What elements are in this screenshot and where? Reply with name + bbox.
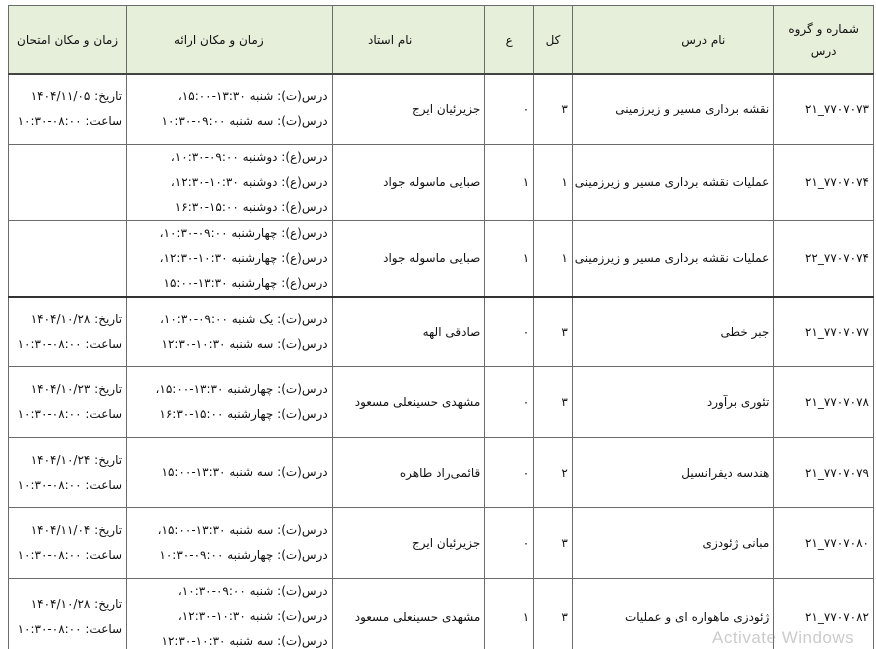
course-practical: ۱ — [485, 579, 534, 649]
exam-date: تاریخ: ۱۴۰۴/۱۱/۰۵ — [30, 89, 123, 104]
course-exam — [9, 367, 127, 438]
course-schedule — [127, 74, 333, 144]
schedule-line: درس(ت): شنبه ۱۰:۳۰-۱۲:۳۰، — [177, 609, 328, 623]
schedule-line: درس(ت): سه شنبه ۱۳:۳۰-۱۵:۰۰ — [161, 465, 328, 479]
course-title: عملیات نقشه برداری مسیر و زیرزمینی — [572, 144, 773, 220]
exam-time: ساعت: ۰۸:۰۰-۱۰:۳۰ — [17, 548, 123, 562]
schedule-line: درس(ع): چهارشنبه ۰۹:۰۰-۱۰:۳۰، — [159, 225, 328, 240]
course-practical: ۰ — [485, 74, 534, 144]
schedule-line: درس(ت): شنبه ۰۹:۰۰-۱۰:۳۰، — [177, 584, 328, 598]
course-practical: ۰ — [485, 297, 534, 367]
course-table — [8, 5, 874, 649]
course-code: ۲۱_۷۷۰۷۰۸۲ — [774, 579, 874, 649]
course-code: ۲۱_۷۷۰۷۰۸۰ — [774, 508, 874, 579]
schedule-line: درس(ع): دوشنبه ۱۰:۳۰-۱۲:۳۰، — [170, 174, 328, 189]
table-row — [9, 220, 874, 297]
course-instructor: جزیرئیان ایرج — [332, 508, 485, 579]
course-total: ۳ — [534, 367, 573, 438]
header-schedule: زمان و مکان ارائه — [127, 6, 333, 75]
schedule-line: درس(ت): سه شنبه ۰۹:۰۰-۱۰:۳۰ — [161, 114, 328, 129]
table-row — [9, 297, 874, 367]
course-schedule — [127, 144, 333, 220]
schedule-line: درس(ت): سه شنبه ۱۳:۳۰-۱۵:۰۰، — [157, 523, 328, 537]
exam-date: تاریخ: ۱۴۰۴/۱۰/۲۸ — [30, 596, 123, 611]
schedule-line: درس(ت): سه شنبه ۱۰:۳۰-۱۲:۳۰ — [161, 634, 328, 648]
exam-time: ساعت: ۰۸:۰۰-۱۰:۳۰ — [17, 407, 123, 421]
course-practical: ۰ — [485, 438, 534, 508]
course-instructor: مشهدی حسینعلی مسعود — [332, 367, 485, 438]
course-instructor: صبایی ماسوله جواد — [332, 220, 485, 297]
table-row — [9, 367, 874, 438]
course-title: ژئودزی ماهواره ای و عملیات — [572, 579, 773, 649]
course-code: ۲۱_۷۷۰۷۰۷۳ — [774, 74, 874, 144]
course-total: ۳ — [534, 74, 573, 144]
course-instructor: جزیرئیان ایرج — [332, 74, 485, 144]
table-header-row — [9, 6, 874, 75]
course-exam — [9, 74, 127, 144]
course-exam — [9, 297, 127, 367]
course-exam — [9, 579, 127, 649]
course-practical: ۱ — [485, 144, 534, 220]
course-instructor: صبایی ماسوله جواد — [332, 144, 485, 220]
course-schedule — [127, 297, 333, 367]
course-total: ۳ — [534, 297, 573, 367]
exam-date: تاریخ: ۱۴۰۴/۱۱/۰۴ — [30, 523, 123, 537]
table-row — [9, 438, 874, 508]
course-practical: ۰ — [485, 508, 534, 579]
activate-windows-watermark: Activate Windows — [712, 628, 855, 647]
course-title: نقشه برداری مسیر و زیرزمینی — [572, 74, 773, 144]
exam-date: تاریخ: ۱۴۰۴/۱۰/۲۸ — [30, 311, 123, 326]
exam-date: تاریخ: ۱۴۰۴/۱۰/۲۳ — [30, 382, 123, 396]
course-code: ۲۲_۷۷۰۷۰۷۴ — [774, 220, 874, 297]
course-exam — [9, 220, 127, 297]
course-exam — [9, 508, 127, 579]
course-practical: ۰ — [485, 367, 534, 438]
course-total: ۱ — [534, 144, 573, 220]
table-row — [9, 508, 874, 579]
exam-time: ساعت: ۰۸:۰۰-۱۰:۳۰ — [17, 477, 123, 492]
course-total: ۲ — [534, 438, 573, 508]
course-instructor: صادقی الهه — [332, 297, 485, 367]
course-exam — [9, 438, 127, 508]
schedule-line: درس(ت): چهارشنبه ۰۹:۰۰-۱۰:۳۰ — [159, 548, 328, 562]
schedule-line: درس(ت): چهارشنبه ۱۳:۳۰-۱۵:۰۰، — [155, 382, 328, 396]
course-total: ۳ — [534, 508, 573, 579]
course-instructor: قائمی‌راد طاهره — [332, 438, 485, 508]
course-schedule — [127, 579, 333, 649]
course-code: ۲۱_۷۷۰۷۰۷۴ — [774, 144, 874, 220]
table-row — [9, 144, 874, 220]
course-schedule — [127, 367, 333, 438]
course-title: تئوری برآورد — [572, 367, 773, 438]
exam-time: ساعت: ۰۸:۰۰-۱۰:۳۰ — [17, 336, 123, 351]
course-schedule — [127, 220, 333, 297]
schedule-line: درس(ت): شنبه ۱۳:۳۰-۱۵:۰۰، — [177, 89, 328, 104]
exam-time: ساعت: ۰۸:۰۰-۱۰:۳۰ — [17, 114, 123, 129]
header-title: نام درس — [572, 6, 773, 75]
schedule-line: درس(ت): یک شنبه ۰۹:۰۰-۱۰:۳۰، — [160, 311, 328, 326]
header-group: شماره و گروه درس — [774, 6, 874, 75]
course-title: عملیات نقشه برداری مسیر و زیرزمینی — [572, 220, 773, 297]
schedule-line: درس(ت): چهارشنبه ۱۵:۰۰-۱۶:۳۰ — [159, 407, 328, 421]
course-code: ۲۱_۷۷۰۷۰۷۷ — [774, 297, 874, 367]
course-title: هندسه دیفرانسیل — [572, 438, 773, 508]
header-practical: ع — [485, 6, 534, 75]
course-code: ۲۱_۷۷۰۷۰۷۸ — [774, 367, 874, 438]
header-instructor: نام استاد — [332, 6, 485, 75]
schedule-line: درس(ع): دوشنبه ۱۵:۰۰-۱۶:۳۰ — [174, 199, 328, 214]
exam-time: ساعت: ۰۸:۰۰-۱۰:۳۰ — [17, 621, 123, 636]
schedule-line: درس(ت): سه شنبه ۱۰:۳۰-۱۲:۳۰ — [161, 336, 328, 351]
schedule-line: درس(ع): چهارشنبه ۱۳:۳۰-۱۵:۰۰ — [163, 275, 328, 290]
exam-date: تاریخ: ۱۴۰۴/۱۰/۲۴ — [30, 452, 123, 467]
course-exam — [9, 144, 127, 220]
course-practical: ۱ — [485, 220, 534, 297]
course-title: جبر خطی — [572, 297, 773, 367]
course-instructor: مشهدی حسینعلی مسعود — [332, 579, 485, 649]
schedule-line: درس(ع): چهارشنبه ۱۰:۳۰-۱۲:۳۰، — [159, 250, 328, 265]
course-code: ۲۱_۷۷۰۷۰۷۹ — [774, 438, 874, 508]
course-total: ۳ — [534, 579, 573, 649]
course-title: مبانی ژئودزی — [572, 508, 773, 579]
course-schedule — [127, 508, 333, 579]
course-schedule — [127, 438, 333, 508]
course-total: ۱ — [534, 220, 573, 297]
schedule-line: درس(ع): دوشنبه ۰۹:۰۰-۱۰:۳۰، — [170, 149, 328, 164]
header-exam: زمان و مکان امتحان — [9, 6, 127, 75]
table-row — [9, 74, 874, 144]
header-total: کل — [534, 6, 573, 75]
